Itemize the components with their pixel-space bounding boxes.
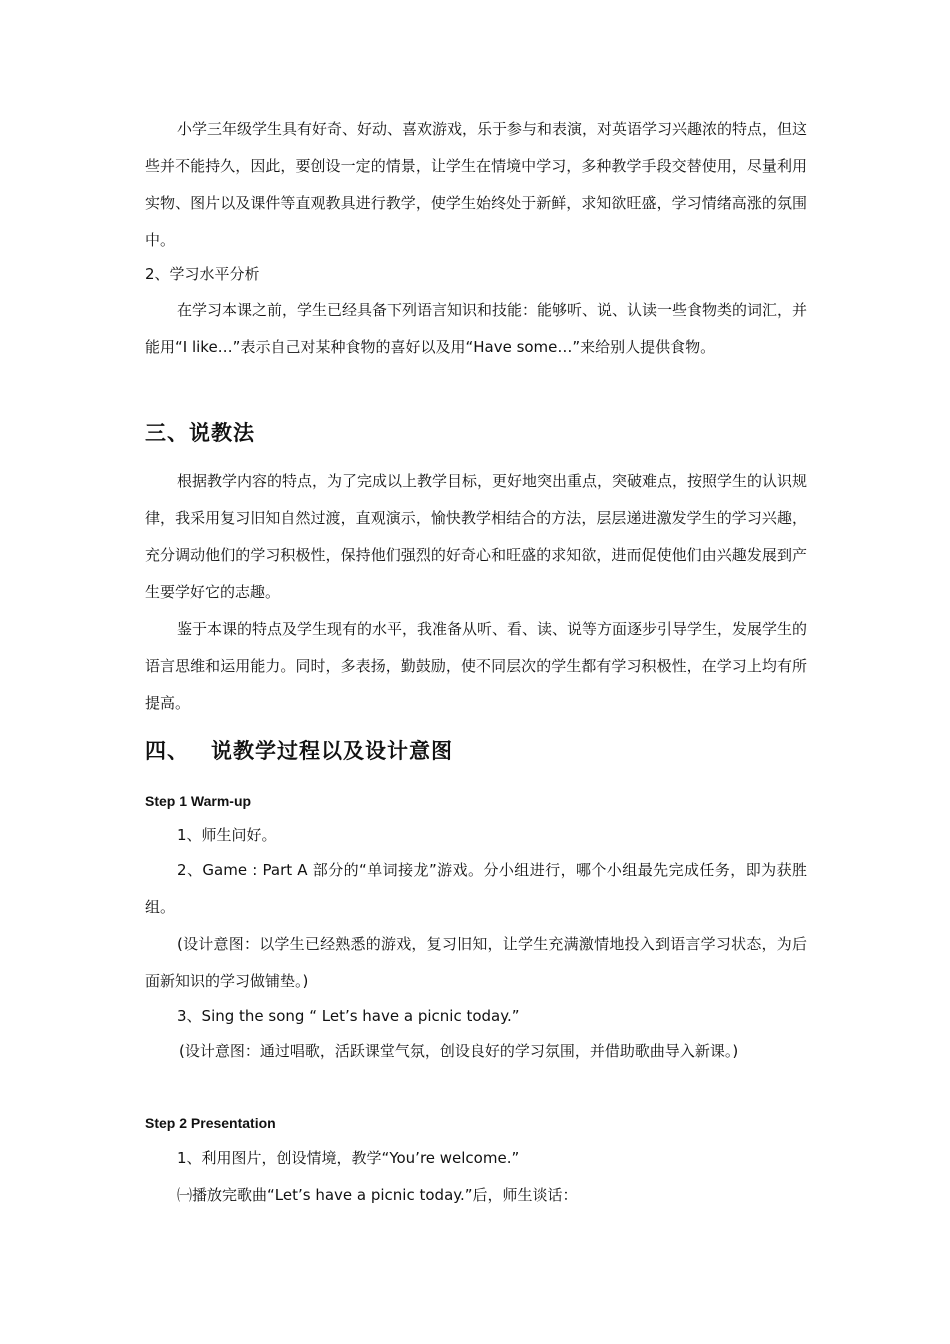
step2-item-picture: 1、利用图片，创设情境，教学“You’re welcome.” [177,1149,520,1167]
section-heading-text: 说教学过程以及设计意图 [211,739,453,763]
step1-design-intent-2: (设计意图：通过唱歌，活跃课堂气氛，创设良好的学习氛围，并借助歌曲导入新课。) [179,1042,739,1060]
section-heading-teaching-process [145,736,807,766]
step1-title: Step 1 Warm-up [145,793,252,809]
step2-subitem-dialogue: ㈠播放完歌曲“Let’s have a picnic today.”后，师生谈话： [177,1186,578,1204]
section-heading-number: 四、 [145,739,189,763]
step1-item-greeting: 1、师生问好。 [177,826,277,844]
step1-design-intent-1: (设计意图：以学生已经熟悉的游戏，复习旧知，让学生充满激情地投入到语言学习状态，为后面新知识的学习做铺垫。) [145,935,807,990]
step1-item-song: 3、Sing the song “ Let’s have a picnic today.” [177,1007,520,1025]
step2-title: Step 2 Presentation [145,1115,276,1131]
student-traits-paragraph: 小学三年级学生具有好奇、好动、喜欢游戏，乐于参与和表演，对英语学习兴趣浓的特点，但这些并不能持久，因此，要创设一定的情景，让学生在情境中学习，多种教学手段交替使用，尽量利用实物、图片以及课件等直观教具进行教学，使学生始终处于新鲜，求知欲旺盛，学习情绪高涨的氛围中。 [145,120,808,249]
learning-level-paragraph: 在学习本课之前，学生已经具备下列语言知识和技能：能够听、说、认读一些食物类的词汇，并能用“I like…”表示自己对某种食物的喜好以及用“Have some…”来给别人提供食物。 [145,301,808,356]
section-heading-teaching-method: 三、说教法 [145,421,255,445]
step1-item-game: 2、Game : Part A 部分的“单词接龙”游戏。分小组进行，哪个小组最先完成任务，即为获胜组。 [145,861,807,916]
teaching-method-paragraph-1: 根据教学内容的特点，为了完成以上教学目标，更好地突出重点，突破难点，按照学生的认识规律，我采用复习旧知自然过渡，直观演示，愉快教学相结合的方法，层层递进激发学生的学习兴趣，充分调动他们的学习积极性，保持他们强烈的好奇心和旺盛的求知欲，进而促使他们由兴趣发展到产生要学好它的志趣。 [145,472,808,601]
teaching-method-paragraph-2: 鉴于本课的特点及学生现有的水平，我准备从听、看、读、说等方面逐步引导学生，发展学生的语言思维和运用能力。同时，多表扬，勤鼓励，使不同层次的学生都有学习积极性，在学习上均有所提高。 [145,620,808,712]
subsection-title-learning-level: 2、学习水平分析 [145,265,260,283]
